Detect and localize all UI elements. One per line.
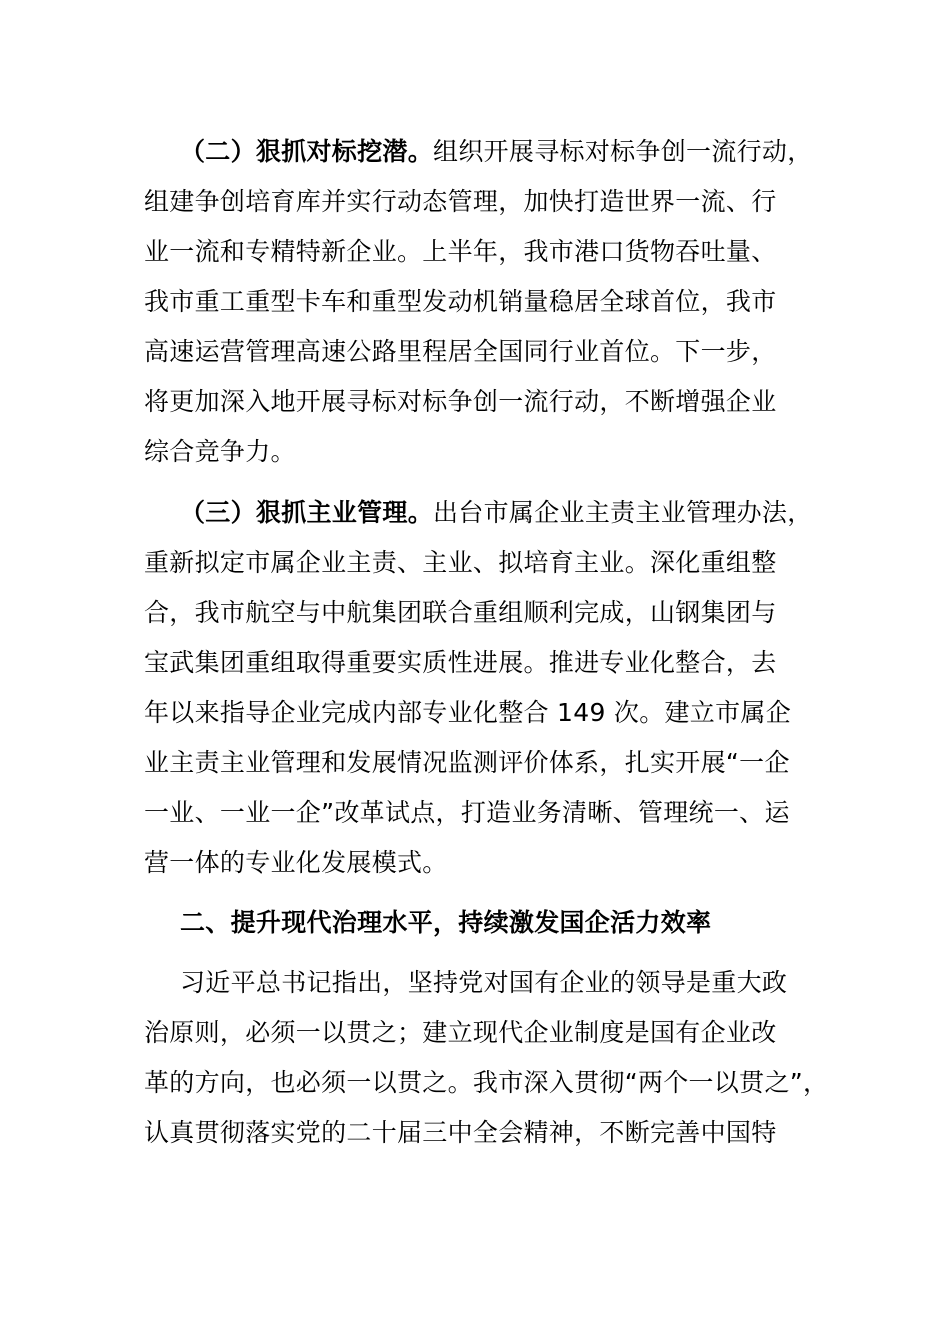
paragraph-line: 认真贯彻落实党的二十届三中全会精神，不断完善中国特	[144, 1118, 777, 1147]
paragraph-text: 组织开展寻标对标争创一流行动，	[433, 137, 813, 166]
paragraph-line: 高速运营管理高速公路里程居全国同行业首位。下一步，	[144, 337, 777, 366]
section-heading: （三）狠抓主业管理。	[180, 498, 434, 527]
paragraph-line: 将更加深入地开展寻标对标争创一流行动，不断增强企业	[144, 387, 777, 416]
paragraph-line: 年以来指导企业完成内部专业化整合 149 次。建立市属企	[144, 698, 792, 727]
paragraph-line: 一业、一业一企”改革试点，打造业务清晰、管理统一、运	[144, 798, 790, 827]
paragraph-line: 我市重工重型卡车和重型发动机销量稳居全球首位，我市	[144, 287, 777, 316]
paragraph-line	[180, 488, 813, 538]
paragraph-line: 宝武集团重组取得重要实质性进展。推进专业化整合，去	[144, 648, 777, 677]
paragraph-line: 重新拟定市属企业主责、主业、拟培育主业。深化重组整	[144, 548, 777, 577]
paragraph-line: 合，我市航空与中航集团联合重组顺利完成，山钢集团与	[144, 598, 777, 627]
paragraph-line	[180, 127, 813, 177]
paragraph-line: 治原则，必须一以贯之；建立现代企业制度是国有企业改	[144, 1018, 777, 1047]
paragraph-line: 业主责主业管理和发展情况监测评价体系，扎实开展“一企	[144, 748, 790, 777]
paragraph-line: 革的方向，也必须一以贯之。我市深入贯彻“两个一以贯之”，	[144, 1068, 829, 1097]
section-heading: （二）狠抓对标挖潜。	[180, 137, 434, 166]
part-heading: 二、提升现代治理水平，持续激发国企活力效率	[180, 908, 712, 937]
paragraph-text: 出台市属企业主责主业管理办法，	[433, 498, 813, 527]
paragraph-line: 习近平总书记指出，坚持党对国有企业的领导是重大政	[180, 968, 788, 997]
paragraph-line: 营一体的专业化发展模式。	[144, 848, 448, 877]
paragraph-line: 业一流和专精特新企业。上半年，我市港口货物吞吐量、	[144, 237, 777, 266]
paragraph-line: 组建争创培育库并实行动态管理，加快打造世界一流、行	[144, 187, 777, 216]
paragraph-line: 综合竞争力。	[144, 437, 296, 466]
